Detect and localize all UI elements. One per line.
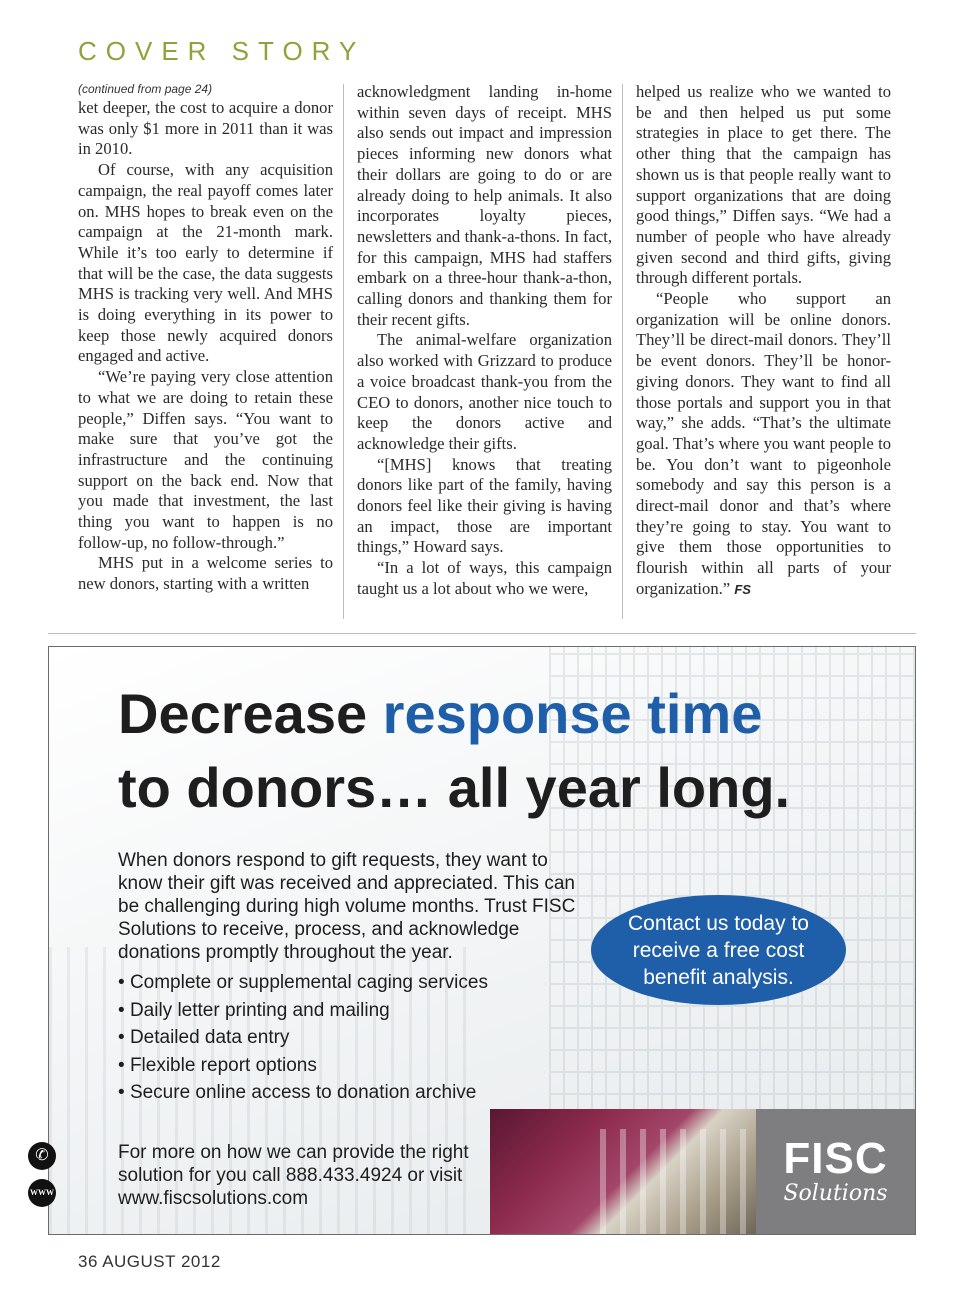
columns-graphic — [600, 1129, 750, 1234]
phone-icon: ✆ — [28, 1142, 56, 1170]
paragraph — [636, 289, 891, 601]
list-item: • Secure online access to donation archive — [118, 1079, 488, 1107]
headline-text: to donors… all year long. — [118, 756, 791, 819]
paragraph: acknowledgment landing in-home within seven days of receipt. MHS also sends out impact and impression pieces informing new donors what their dollars are going to do or are already doing to help animals. It also incorporates loyalty pieces, newsletters and thank-a-thons. In fact, for this campaign, MHS had staffers embark on a three-hour thank-a-thon, calling donors and thanking them for their recent gifts. — [357, 82, 612, 329]
column-divider — [343, 84, 344, 619]
cta-text: Contact us today to receive a free cost benefit analysis. — [628, 911, 809, 989]
page-folio: 36 AUGUST 2012 — [78, 1252, 221, 1271]
paragraph: MHS put in a welcome series to new donors, starting with a written — [78, 553, 333, 594]
horizontal-divider — [48, 633, 916, 634]
list-item: • Flexible report options — [118, 1052, 488, 1080]
paragraph: “We’re paying very close attention to what we are doing to retain these people,” Diffen says. “You want to make sure that you’ve got the infrastructure and the continuing support on the back end. Now that you made that investment, the last thing you want to happen is no follow-up, no follow-through.” — [78, 367, 333, 552]
section-label: COVER STORY — [78, 36, 366, 66]
list-item: • Complete or supplemental caging services — [118, 969, 488, 997]
headline-highlight: response time — [382, 682, 763, 745]
continued-note: (continued from page 24) — [78, 82, 213, 96]
ad-headline — [118, 677, 878, 825]
paragraph: helped us realize who we wanted to be and then helped us put some strategies in place to get there. The other thing that the campaign has shown us is that people really want to support organizations that are doing good things,” Diffen says. “We had a number of people who have already given second and third gifts, giving through different portals. — [636, 82, 891, 288]
list-item: • Detailed data entry — [118, 1024, 488, 1052]
advertisement[interactable] — [48, 646, 916, 1235]
article-column-2 — [357, 82, 612, 600]
article-column-3 — [636, 82, 891, 601]
list-item: • Daily letter printing and mailing — [118, 997, 488, 1025]
cta-oval[interactable] — [591, 895, 846, 1005]
service-list — [118, 969, 488, 1107]
fisc-logo[interactable] — [756, 1109, 915, 1234]
column-divider — [622, 84, 623, 619]
paragraph: “In a lot of ways, this campaign taught us a lot about who we were, — [357, 558, 612, 598]
paragraph-text: “People who support an organization will be online donors. They’ll be direct-mail donors. They’ll be event donors. They’ll be honor-giving donors. They want to find all those portals and support you in that way,” she adds. “That’s the ultimate goal. That’s where you want people to be. You don’t want to pigeonhole somebody and say this person is a direct-mail donor and that’s where they’re going to stay. You want to give them those opportunities to flourish within all parts of your organization.” — [636, 289, 891, 598]
ad-body-text: When donors respond to gift requests, they want to know their gift was received and appreciated. This can be challenging during high volume months. Trust FISC Solutions to receive, process, and acknowledge donations promptly throughout the year. — [118, 850, 576, 963]
headline-text: Decrease — [118, 682, 383, 745]
paragraph: “[MHS] knows that treating donors like part of the family, having donors feel like their giving is having an impact, those are important things,” Howard says. — [357, 454, 612, 557]
logo-wordmark: FISC — [783, 1134, 888, 1183]
www-icon: WWW — [28, 1179, 56, 1207]
signoff-mark: FS — [734, 581, 751, 597]
contact-text: For more on how we can provide the right solution for you call 888.433.4924 or visit www.fiscsolutions.com — [118, 1142, 469, 1209]
paragraph: Of course, with any acquisition campaign, the real payoff comes later on. MHS hopes to break even on the campaign at the 21-month mark. While it’s too early to determine if that will be the case, the data suggests MHS is tracking very well. And MHS is doing everything in its power to keep those newly acquired donors engaged and active. — [78, 160, 333, 366]
building-photo — [490, 1109, 756, 1234]
logo-subtitle: Solutions — [783, 1181, 888, 1206]
paragraph: ket deeper, the cost to acquire a donor was only $1 more in 2011 than it was in 2010. — [78, 98, 333, 159]
paragraph: The animal-welfare organization also worked with Grizzard to produce a voice broadcast thank-you from the CEO to donors, another nice touch to keep the donors active and acknowledge their gifts. — [357, 330, 612, 453]
article-column-1 — [78, 82, 333, 595]
